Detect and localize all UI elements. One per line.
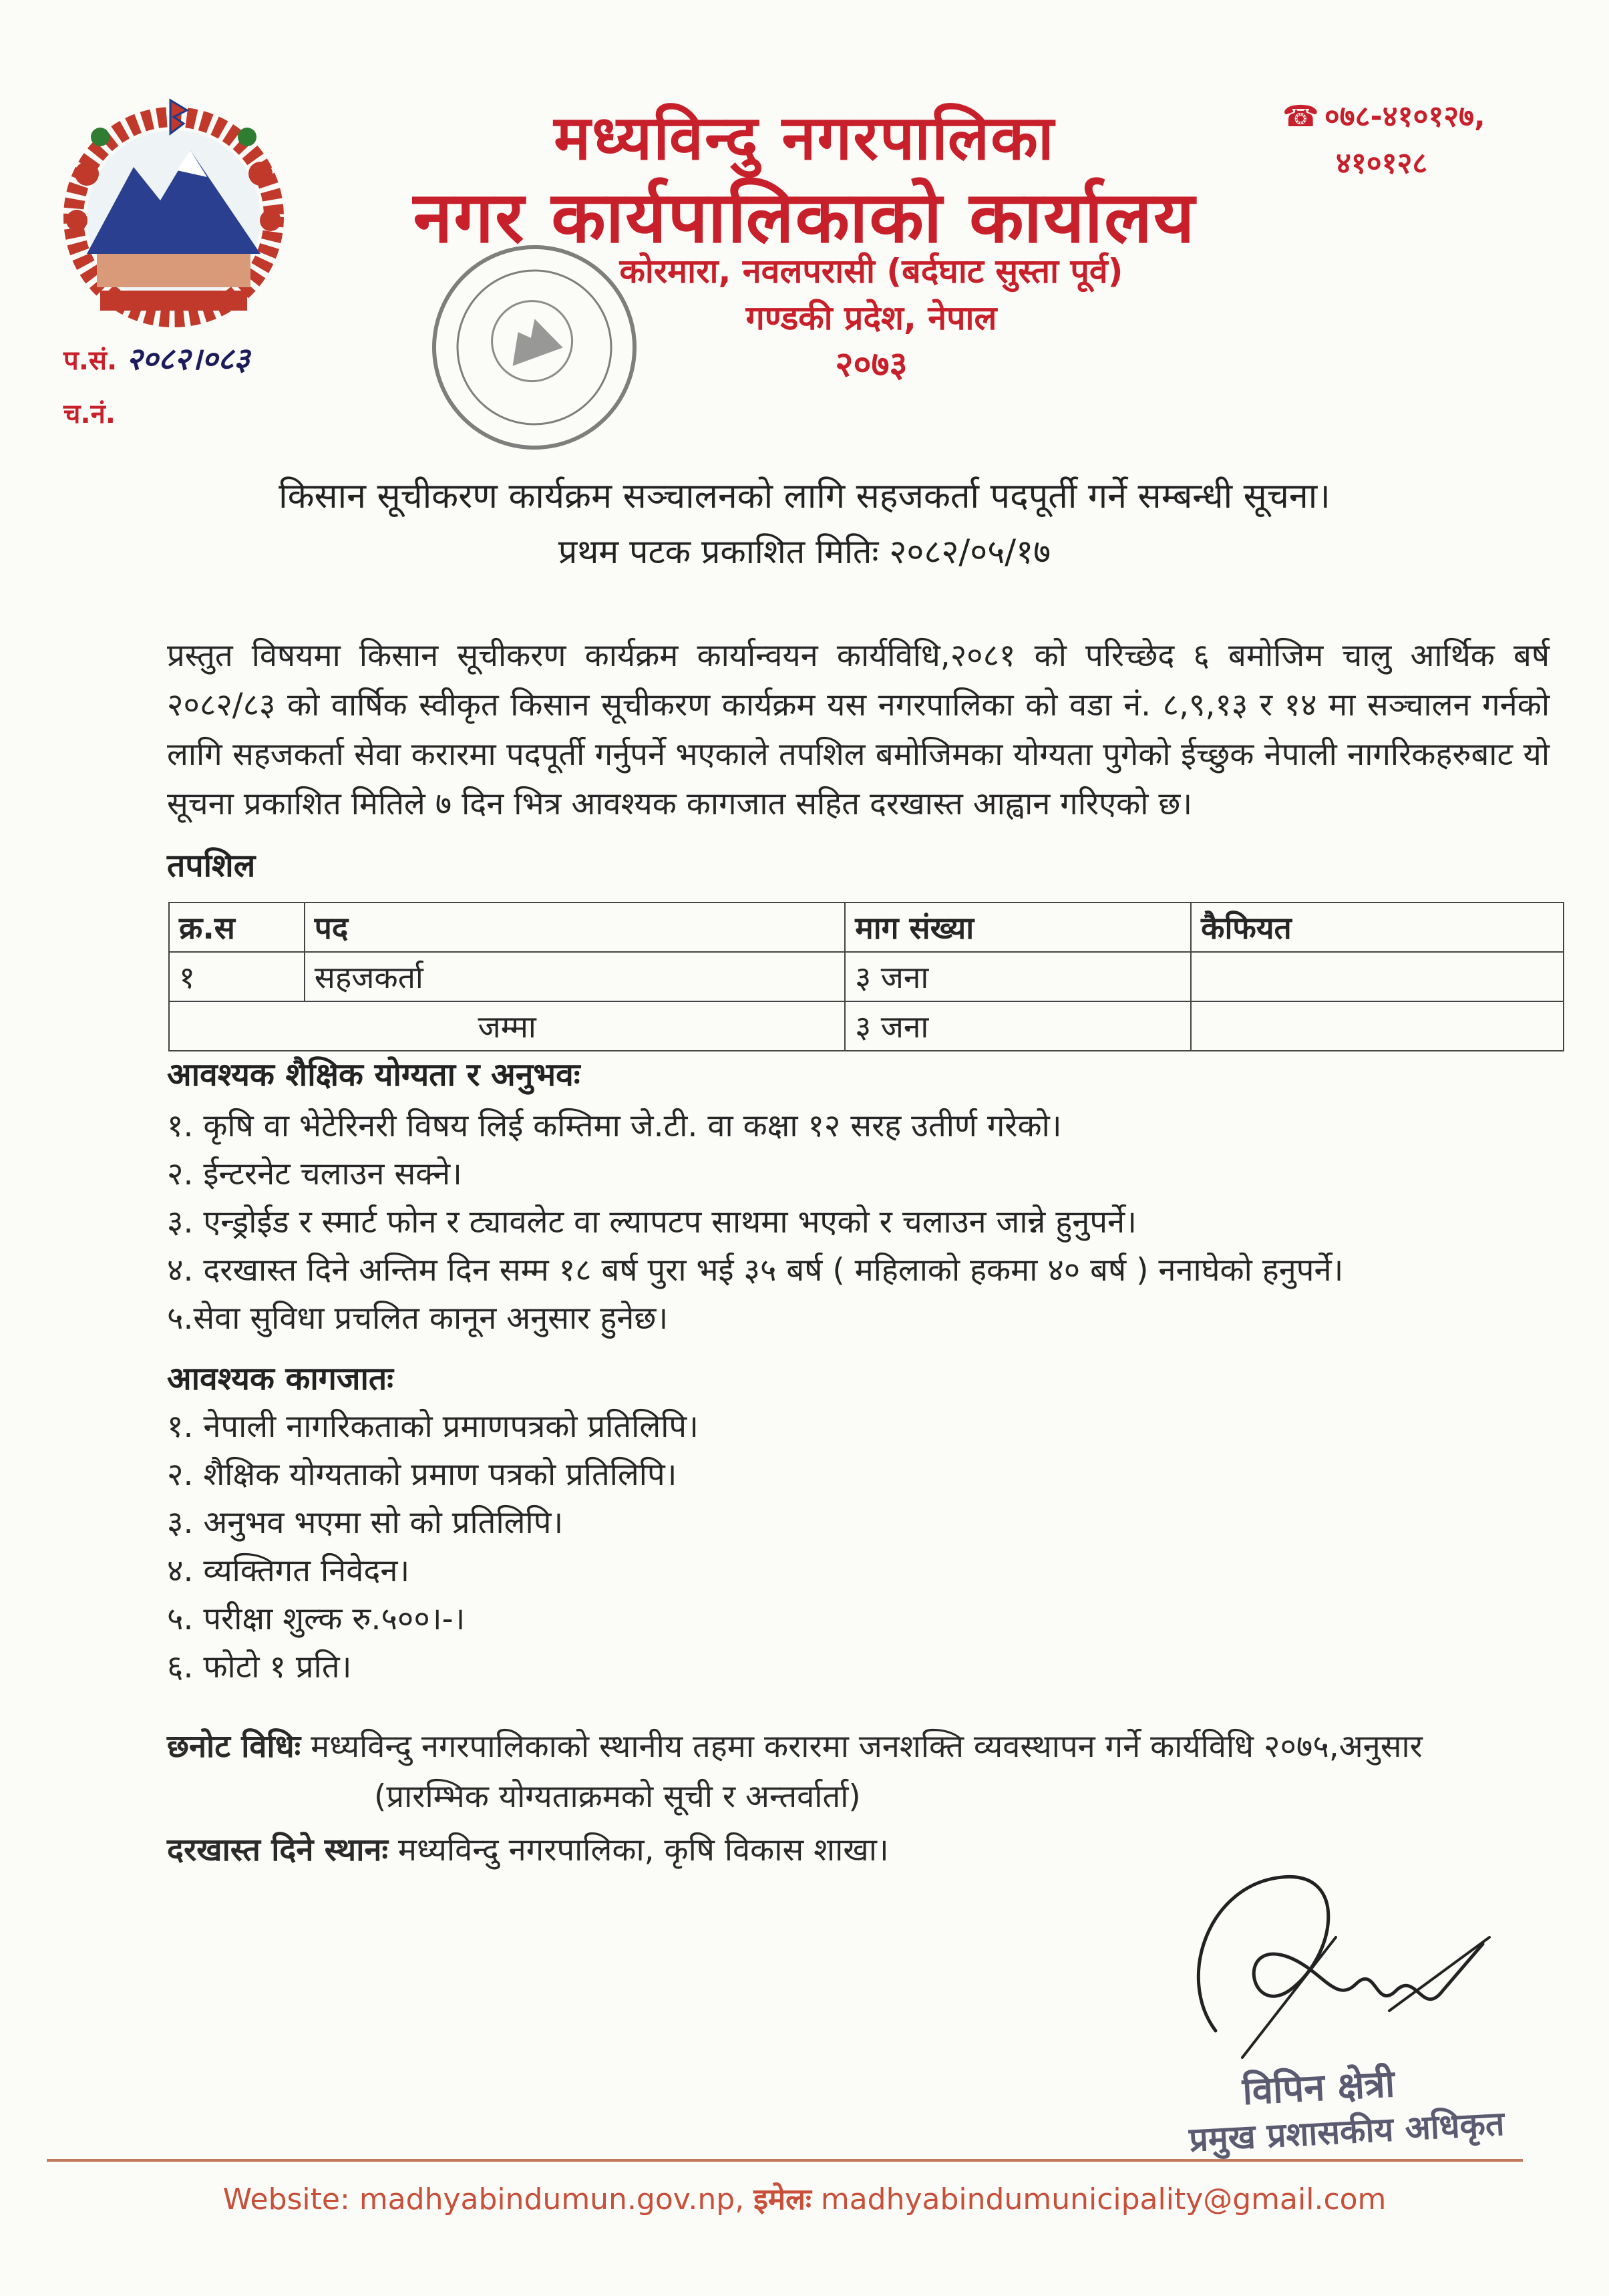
signatory-title: प्रमुख प्रशासकीय अधिकृत bbox=[1188, 2104, 1505, 2160]
total-label: जम्मा bbox=[169, 1001, 845, 1051]
documents-heading: आवश्यक कागजातः bbox=[167, 1360, 393, 1398]
office-name: नगर कार्यपालिकाको कार्यालय bbox=[413, 175, 1196, 259]
ref-value: २०८२।०८३ bbox=[126, 341, 250, 377]
list-item: ५. परीक्षा शुल्क रु.५००।-। bbox=[167, 1601, 466, 1637]
website-link[interactable]: madhyabindumun.gov.np, bbox=[359, 2182, 745, 2217]
footer-divider bbox=[47, 2159, 1523, 2162]
table-header-row bbox=[169, 903, 1564, 952]
cell-demand: ३ जना bbox=[845, 952, 1191, 1001]
documents-list bbox=[167, 1403, 699, 1691]
cell-serial: १ bbox=[169, 952, 305, 1001]
table-row bbox=[169, 952, 1564, 1001]
phone-number-1: ०७८-४१०१२७, bbox=[1324, 100, 1485, 134]
selection-label: छनोट विधिः bbox=[167, 1728, 301, 1765]
notice-title: किसान सूचीकरण कार्यक्रम सञ्चालनको लागि सहजकर्ता पदपूर्ती गर्ने सम्बन्धी सूचना। bbox=[279, 476, 1330, 516]
selection-method bbox=[167, 1724, 1423, 1766]
tapashil-heading: तपशिल bbox=[167, 847, 256, 884]
list-item: २. शैक्षिक योग्यताको प्रमाण पत्रको प्रतिलिपि। bbox=[167, 1456, 677, 1493]
list-item: ३. एन्ड्रोईड र स्मार्ट फोन र ट्यावलेट वा ल्यापटप साथमा भएको र चलाउन जान्ने हुनुपर्ने। bbox=[167, 1204, 1137, 1241]
footer-contact bbox=[0, 2178, 1609, 2218]
table-total-row bbox=[169, 1001, 1564, 1051]
website-label: Website: bbox=[222, 2182, 350, 2217]
org-name: मध्यविन्दु नगरपालिका bbox=[554, 102, 1055, 174]
list-item: १. कृषि वा भेटेरिनरी विषय लिई कम्तिमा जे.टी. वा कक्षा १२ सरह उतीर्ण गरेको। bbox=[167, 1108, 1062, 1144]
signatory-name: विपिन क्षेत्री bbox=[1241, 2062, 1396, 2114]
selection-text: मध्यविन्दु नगरपालिकाको स्थानीय तहमा करारमा जनशक्ति व्यवस्थापन गर्ने कार्यविधि २०७५,अनुसार bbox=[311, 1728, 1423, 1765]
province-line: गण्डकी प्रदेश, नेपाल bbox=[745, 299, 997, 337]
email-link[interactable]: madhyabindumunicipality@gmail.com bbox=[820, 2182, 1387, 2217]
reference-number bbox=[63, 337, 250, 379]
qualifications-heading: आवश्यक शैक्षिक योग्यता र अनुभवः bbox=[167, 1056, 580, 1094]
list-item: ४. दरखास्त दिने अन्तिम दिन सम्म १८ बर्ष पुरा भई ३५ बर्ष ( महिलाको हकमा ४० बर्ष ) ननाघेको हनुपर्ने। bbox=[167, 1252, 1344, 1289]
qualifications-list bbox=[167, 1102, 1343, 1343]
application-place-text: मध्यविन्दु नगरपालिका, कृषि विकास शाखा। bbox=[397, 1832, 889, 1868]
telephone-icon: ☎ bbox=[1282, 100, 1319, 134]
cell-remarks bbox=[1191, 952, 1564, 1001]
address-line: कोरमारा, नवलपरासी (बर्दघाट सुस्ता पूर्व) bbox=[619, 252, 1123, 291]
cell-post: सहजकर्ता bbox=[305, 952, 845, 1001]
selection-detail: (प्रारम्भिक योग्यताक्रमको सूची र अन्तर्वार्ता) bbox=[374, 1778, 861, 1815]
col-serial: क्र.स bbox=[169, 903, 305, 952]
ref-label: प.सं. bbox=[63, 345, 118, 376]
notice-paragraph: प्रस्तुत विषयमा किसान सूचीकरण कार्यक्रम कार्यान्वयन कार्यविधि,२०८१ को परिच्छेद ६ बमोजिम चालु आर्थिक बर्ष २०८२/८३ को वार्षिक स्वीकृत किसान सूचीकरण कार्यक्रम यस नगरपालिका को वडा नं. ८,९,१३ र १४ मा सञ्चालन गर्नको लागि सहजकर्ता सेवा करारमा पदपूर्ती गर्नुपर्ने भएकाले तपशिल बमोजिमका योग्यता पुगेको ईच्छुक नेपाली नागरिकहरुबाट यो सूचना प्रकाशित मितिले ७ दिन भित्र आवश्यक कागजात सहित दरखास्त आह्वान गरिएको छ। bbox=[167, 637, 1550, 822]
phone-block bbox=[1282, 94, 1485, 187]
col-remarks: कैफियत bbox=[1191, 903, 1564, 952]
dispatch-number-label: च.नं. bbox=[63, 399, 116, 430]
total-value: ३ जना bbox=[845, 1001, 1191, 1051]
application-place-label: दरखास्त दिने स्थानः bbox=[167, 1832, 388, 1868]
list-item: १. नेपाली नागरिकताको प्रमाणपत्रको प्रतिलिपि। bbox=[167, 1408, 699, 1445]
col-post: पद bbox=[305, 903, 845, 952]
application-place bbox=[167, 1827, 889, 1870]
established-year: २०७३ bbox=[835, 345, 908, 385]
list-item: ३. अनुभव भएमा सो को प्रतिलिपि। bbox=[167, 1504, 564, 1541]
list-item: ४. व्यक्तिगत निवेदन। bbox=[167, 1552, 410, 1589]
list-item: ५.सेवा सुविधा प्रचलित कानून अनुसार हुनेछ। bbox=[167, 1300, 669, 1337]
email-label: इमेलः bbox=[753, 2182, 812, 2217]
publication-date: प्रथम पटक प्रकाशित मितिः २०८२/०५/१७ bbox=[558, 532, 1051, 571]
col-demand: माग संख्या bbox=[845, 903, 1191, 952]
list-item: ६. फोटो १ प्रति। bbox=[167, 1649, 352, 1685]
total-remarks bbox=[1191, 1001, 1564, 1051]
phone-number-2: ४१०१२८ bbox=[1336, 146, 1428, 180]
list-item: २. ईन्टरनेट चलाउन सक्ने। bbox=[167, 1156, 462, 1192]
office-seal-stamp bbox=[407, 220, 661, 474]
vacancy-table bbox=[168, 902, 1564, 1051]
